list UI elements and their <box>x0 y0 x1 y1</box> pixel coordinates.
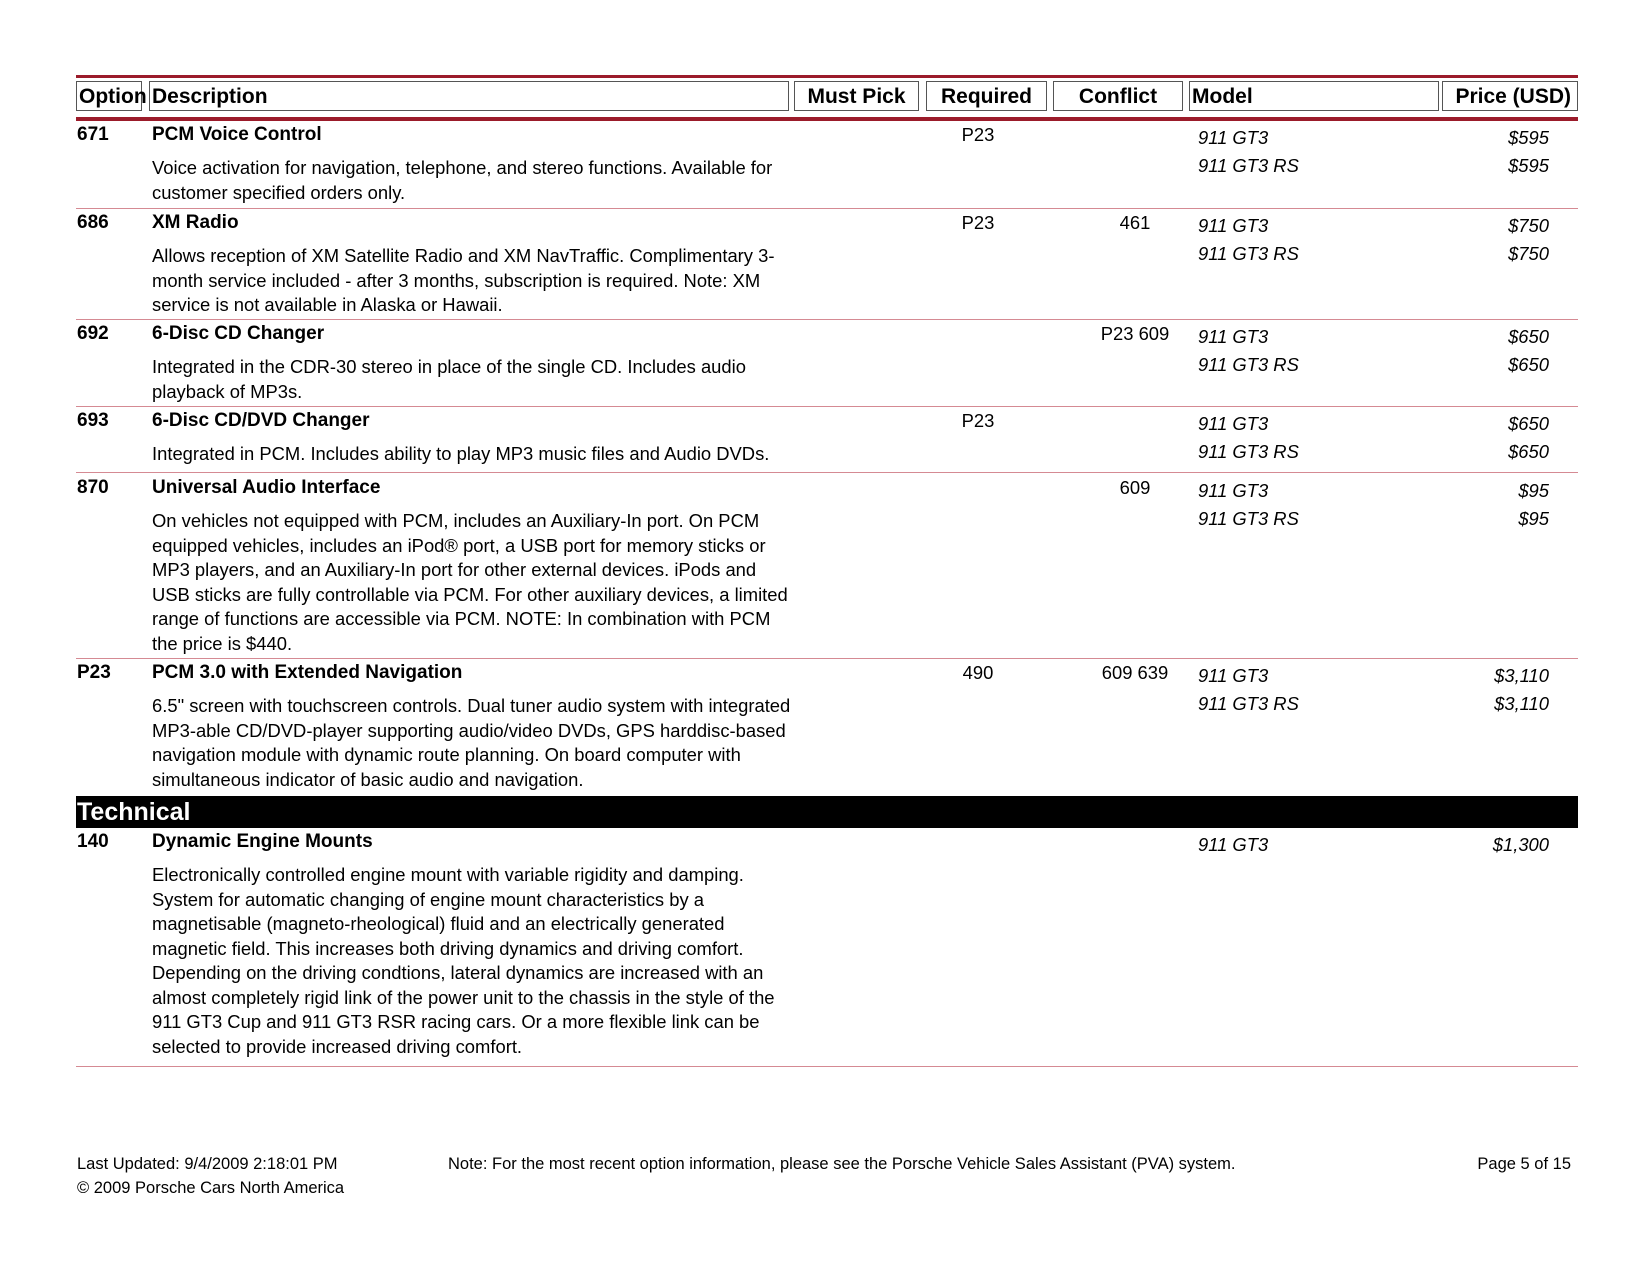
conflict-value: 609 <box>1119 477 1151 498</box>
model-name: 911 GT3 <box>1198 127 1269 148</box>
option-code: 140 <box>77 831 109 852</box>
price-list <box>1508 212 1549 268</box>
option-description: Allows reception of XM Satellite Radio and XM NavTraffic. Complimentary 3-month service included - after 3 months, subscription is required. Note: XM service is not available in Alaska or Hawaii. <box>152 245 775 315</box>
price-value: $3,110 <box>1494 693 1549 714</box>
row-separator <box>76 472 1578 473</box>
option-title: PCM 3.0 with Extended Navigation <box>152 662 463 683</box>
price-value: $595 <box>1508 155 1549 176</box>
option-code: P23 <box>77 662 111 683</box>
column-header-price: Price (USD) <box>1442 81 1578 111</box>
table-row <box>76 410 1578 473</box>
table-row <box>76 323 1578 407</box>
row-separator <box>76 208 1578 209</box>
table-row <box>76 662 1578 796</box>
required-value: P23 <box>961 212 995 233</box>
row-separator <box>76 658 1578 659</box>
model-list <box>1198 124 1299 180</box>
conflict-value: 461 <box>1119 212 1151 233</box>
column-header-conflict: Conflict <box>1053 81 1183 111</box>
price-value: $650 <box>1508 441 1549 462</box>
model-name: 911 GT3 RS <box>1198 243 1299 264</box>
option-description: Integrated in the CDR-30 stereo in place of the single CD. Includes audio playback of MP3s. <box>152 356 746 402</box>
model-list <box>1198 323 1299 379</box>
required-value: P23 <box>961 410 995 431</box>
model-list <box>1198 662 1299 718</box>
row-separator <box>76 319 1578 320</box>
model-name: 911 GT3 <box>1198 665 1269 686</box>
last-updated: Last Updated: 9/4/2009 2:18:01 PM <box>77 1155 338 1173</box>
price-list <box>1518 477 1549 533</box>
option-title: 6-Disc CD/DVD Changer <box>152 410 370 431</box>
model-name: 911 GT3 <box>1198 480 1269 501</box>
price-list <box>1508 410 1549 466</box>
required-value: P23 <box>961 124 995 145</box>
model-name: 911 GT3 RS <box>1198 441 1299 462</box>
option-title: Universal Audio Interface <box>152 477 381 498</box>
copyright: © 2009 Porsche Cars North America <box>77 1179 345 1197</box>
table-row <box>76 477 1578 659</box>
model-list <box>1198 831 1268 859</box>
model-name: 911 GT3 <box>1198 413 1269 434</box>
option-title: Dynamic Engine Mounts <box>152 831 373 852</box>
option-code: 692 <box>77 323 109 344</box>
model-list <box>1198 477 1299 533</box>
price-list <box>1494 662 1549 718</box>
model-name: 911 GT3 RS <box>1198 508 1299 529</box>
price-list <box>1508 323 1549 379</box>
price-value: $750 <box>1508 215 1549 236</box>
price-value: $3,110 <box>1494 665 1549 686</box>
required-value: 490 <box>962 662 994 683</box>
price-value: $1,300 <box>1492 834 1549 855</box>
page-number: Page 5 of 15 <box>1477 1155 1571 1173</box>
column-header-description: Description <box>149 81 789 111</box>
option-code: 671 <box>77 124 109 145</box>
option-title: XM Radio <box>152 212 239 233</box>
footer-left <box>77 1152 344 1200</box>
conflict-value: 609 639 <box>1101 662 1169 683</box>
conflict-value: P23 609 <box>1100 323 1170 344</box>
price-list <box>1493 831 1549 859</box>
price-list <box>1508 124 1549 180</box>
option-description: Integrated in PCM. Includes ability to play MP3 music files and Audio DVDs. <box>152 443 770 464</box>
column-header-option: Option <box>76 81 142 111</box>
row-separator <box>76 406 1578 407</box>
row-separator <box>76 1066 1578 1067</box>
table-row <box>76 212 1578 320</box>
option-code: 693 <box>77 410 109 431</box>
column-header-must-pick: Must Pick <box>794 81 919 111</box>
table-row <box>76 124 1578 209</box>
option-description: 6.5" screen with touchscreen controls. Dual tuner audio system with integrated MP3-able CD/DVD-player supporting audio/video DVDs, GPS harddisc-based navigation module with dynamic route planning. On board computer with simultaneous indicator of basic audio and navigation. <box>152 695 791 790</box>
footer-note: Note: For the most recent option information, please see the Porsche Vehicle Sales Assistant (PVA) system. <box>448 1155 1236 1173</box>
model-list <box>1198 410 1299 466</box>
header-top-rule <box>76 75 1578 78</box>
option-title: 6-Disc CD Changer <box>152 323 325 344</box>
model-name: 911 GT3 RS <box>1198 155 1299 176</box>
header-bottom-rule <box>76 117 1578 121</box>
option-description: Electronically controlled engine mount with variable rigidity and damping. System for automatic changing of engine mount characteristics by a magnetisable (magneto-rheological) fluid and an electrically generated magnetic field. This increases both driving dynamics and driving comfort. Depending on the driving condtions, lateral dynamics are increased with an almost completely rigid link of the power unit to the chassis in the style of the 911 GT3 Cup and 911 GT3 RSR racing cars. Or a more flexible link can be selected to provide increased driving comfort. <box>152 864 775 1057</box>
table-row <box>76 831 1578 1067</box>
option-code: 686 <box>77 212 109 233</box>
model-list <box>1198 212 1299 268</box>
column-header-required: Required <box>926 81 1047 111</box>
model-name: 911 GT3 RS <box>1198 693 1299 714</box>
option-title: PCM Voice Control <box>152 124 322 145</box>
price-value: $595 <box>1508 127 1549 148</box>
price-value: $95 <box>1518 480 1549 501</box>
option-description: Voice activation for navigation, telephone, and stereo functions. Available for customer specified orders only. <box>152 157 773 203</box>
model-name: 911 GT3 <box>1198 215 1269 236</box>
price-value: $95 <box>1518 508 1549 529</box>
section-heading-technical: Technical <box>76 796 1578 828</box>
price-value: $650 <box>1508 354 1549 375</box>
price-value: $650 <box>1508 326 1549 347</box>
option-code: 870 <box>77 477 109 498</box>
price-value: $750 <box>1508 243 1549 264</box>
column-header-model: Model <box>1189 81 1439 111</box>
model-name: 911 GT3 <box>1198 834 1269 855</box>
model-name: 911 GT3 <box>1198 326 1269 347</box>
price-value: $650 <box>1508 413 1549 434</box>
option-description: On vehicles not equipped with PCM, includes an Auxiliary-In port. On PCM equipped vehicles, includes an iPod® port, a USB port for memory sticks or MP3 players, and an Auxiliary-In port for other external devices. iPods and USB sticks are fully controllable via PCM. For other auxiliary devices, a limited range of functions are accessible via PCM. NOTE: In combination with PCM the price is $440. <box>152 510 788 654</box>
model-name: 911 GT3 RS <box>1198 354 1299 375</box>
